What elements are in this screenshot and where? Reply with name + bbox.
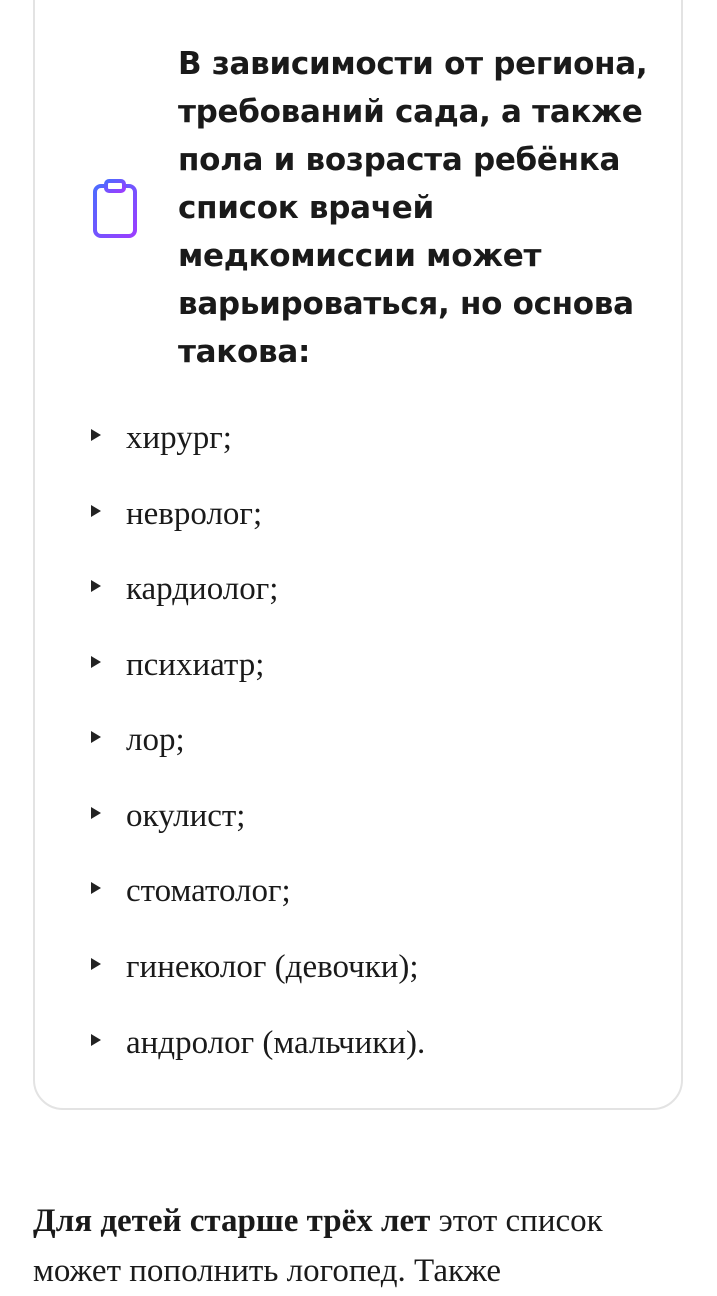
bullet-icon <box>91 505 101 517</box>
bullet-icon <box>91 656 101 668</box>
bullet-icon <box>91 580 101 592</box>
bullet-icon <box>91 1034 101 1046</box>
paragraph-lead: Для детей старше трёх лет <box>33 1203 431 1239</box>
card-headline: В зависимости от региона, требований сада, а также пола и возраста ребёнка список врачей медкомиссии может варьироваться, но основа такова: <box>178 46 648 370</box>
bullet-icon <box>91 429 101 441</box>
clipboard-icon <box>92 178 140 240</box>
paragraph-text: этот список может пополнить логопед. Также <box>33 1203 603 1289</box>
bullet-icon <box>91 731 101 743</box>
bullet-icon <box>91 958 101 970</box>
bullet-icon <box>91 882 101 894</box>
bullet-icon <box>91 807 101 819</box>
body-paragraph <box>33 1196 693 1296</box>
